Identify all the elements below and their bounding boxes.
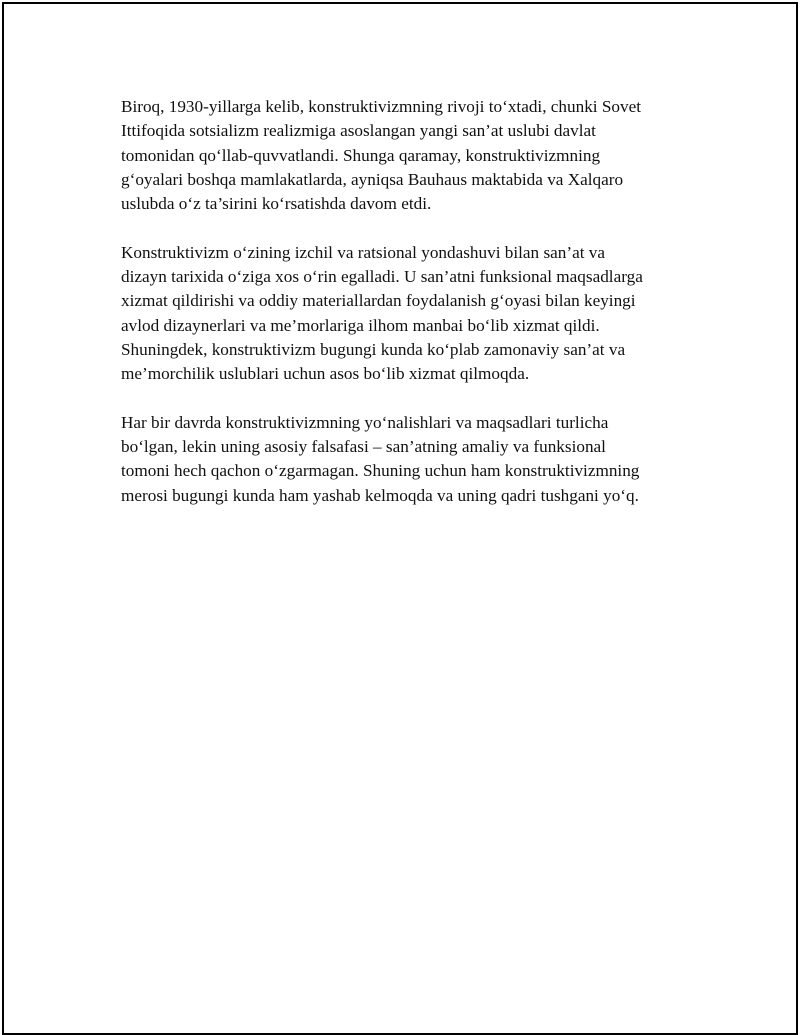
document-body <box>121 95 696 532</box>
paragraph-line: merosi bugungi kunda ham yashab kelmoqda va uning qadri tushgani yo‘q. <box>121 485 639 505</box>
paragraph-line: xizmat qildirishi va oddiy materiallardan foydalanish g‘oyasi bilan keyingi <box>121 291 636 311</box>
paragraph-line: Shuningdek, konstruktivizm bugungi kunda ko‘plab zamonaviy san’at va <box>121 339 626 359</box>
paragraph-line: bo‘lgan, lekin uning asosiy falsafasi – san’atning amaliy va funksional <box>121 437 606 457</box>
paragraph-line: Ittifoqida sotsializm realizmiga asoslangan yangi san’at uslubi davlat <box>121 121 596 141</box>
page-frame <box>2 2 798 1035</box>
paragraph-line: avlod dizaynerlari va me’morlariga ilhom manbai bo‘lib xizmat qildi. <box>121 315 600 335</box>
paragraph-line: tomoni hech qachon o‘zgarmagan. Shuning uchun ham konstruktivizmning <box>121 461 640 481</box>
paragraph-line: Konstruktivizm o‘zining izchil va ratsional yondashuvi bilan san’at va <box>121 242 606 262</box>
paragraph-2 <box>121 241 696 387</box>
paragraph-line: Biroq, 1930-yillarga kelib, konstruktivizmning rivoji to‘xtadi, chunki Sovet <box>121 97 642 116</box>
paragraph-line: me’morchilik uslublari uchun asos bo‘lib xizmat qilmoqda. <box>121 364 530 384</box>
paragraph-line: g‘oyalari boshqa mamlakatlarda, ayniqsa Bauhaus maktabida va Xalqaro <box>121 169 624 189</box>
paragraph-1 <box>121 95 696 216</box>
paragraph-line: uslubda o‘z ta’sirini ko‘rsatishda davom etdi. <box>121 194 432 214</box>
paragraph-line: Har bir davrda konstruktivizmning yo‘nalishlari va maqsadlari turlicha <box>121 412 609 432</box>
paragraph-line: tomonidan qo‘llab-quvvatlandi. Shunga qaramay, konstruktivizmning <box>121 145 601 165</box>
paragraph-line: dizayn tarixida o‘ziga xos o‘rin egalladi. U san’atni funksional maqsadlarga <box>121 267 643 287</box>
paragraph-3 <box>121 411 696 508</box>
